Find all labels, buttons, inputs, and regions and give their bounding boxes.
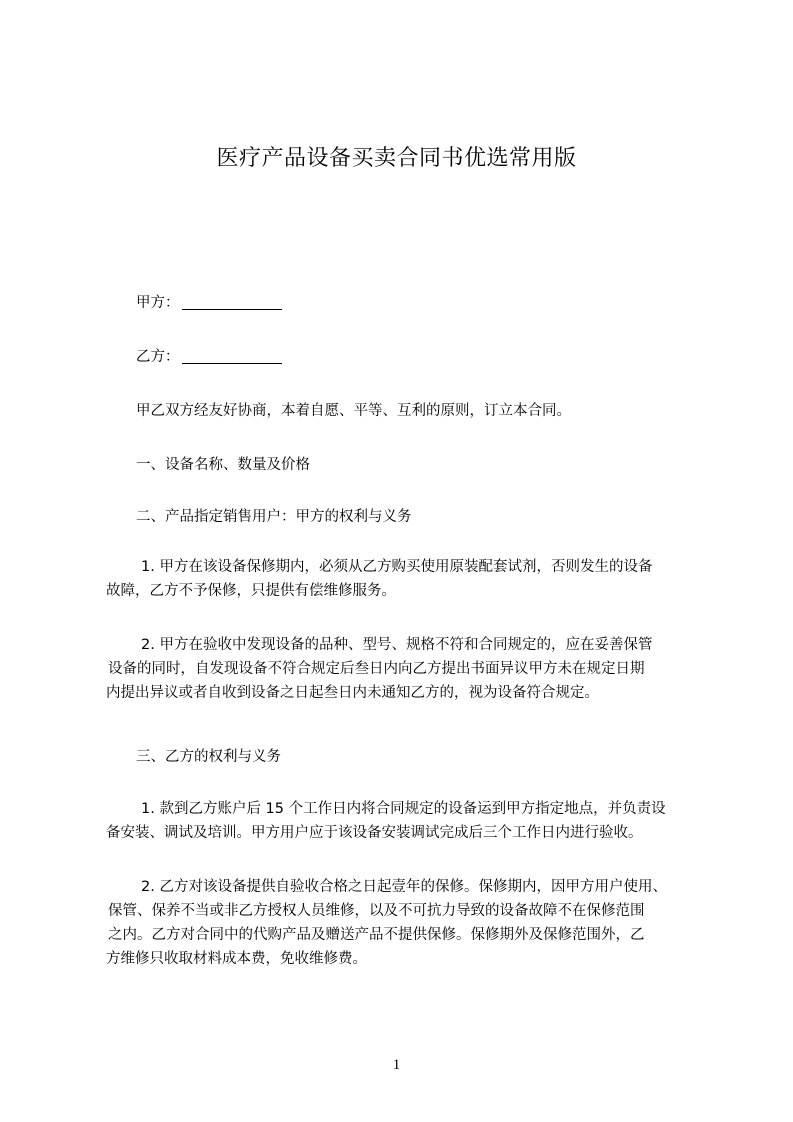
paragraph-line: 2. 甲方在验收中发现设备的品种、型号、规格不符和合同规定的，应在妥善保管 xyxy=(141,637,653,653)
section-3-item-2 xyxy=(106,875,706,971)
paragraph-line: 内提出异议或者自收到设备之日起叁日内未通知乙方的，视为设备符合规定。 xyxy=(106,685,599,701)
party-b-line xyxy=(136,345,282,366)
paragraph-line: 方维修只收取材料成本费，免收维修费。 xyxy=(106,951,367,967)
party-a-label: 甲方： xyxy=(136,295,180,311)
paragraph-line: 保管、保养不当或非乙方授权人员维修，以及不可抗力导致的设备故障不在保修范围 xyxy=(108,903,645,919)
section-2-heading: 二、产品指定销售用户：甲方的权利与义务 xyxy=(136,509,412,525)
paragraph-line: 1. 款到乙方账户后 15 个工作日内将合同规定的设备运到甲方指定地点，并负责设 xyxy=(141,801,666,817)
section-3-item-1 xyxy=(106,797,706,845)
paragraph-line: 1. 甲方在该设备保修期内，必须从乙方购买使用原装配套试剂，否则发生的设备 xyxy=(141,559,653,575)
paragraph-line: 备安装、调试及培训。甲方用户应于该设备安装调试完成后三个工作日内进行验收。 xyxy=(106,825,643,841)
intro-text: 甲乙双方经友好协商，本着自愿、平等、互利的原则，订立本合同。 xyxy=(136,403,571,419)
paragraph-line: 之内。乙方对合同中的代购产品及赠送产品不提供保修。保修期外及保修范围外，乙 xyxy=(108,927,645,943)
paragraph-line: 设备的同时，自发现设备不符合规定后叁日内向乙方提出书面异议甲方未在规定日期 xyxy=(108,661,645,677)
section-1-heading: 一、设备名称、数量及价格 xyxy=(136,457,310,473)
party-b-label: 乙方： xyxy=(136,349,180,365)
paragraph-line: 故障，乙方不予保修，只提供有偿维修服务。 xyxy=(106,583,396,599)
section-2-item-1 xyxy=(106,555,706,603)
section-3-heading: 三、乙方的权利与义务 xyxy=(136,749,281,765)
party-a-line xyxy=(136,291,282,312)
party-a-blank xyxy=(182,295,282,310)
party-b-blank xyxy=(182,349,282,364)
document-title: 医疗产品设备买卖合同书优选常用版 xyxy=(216,146,577,171)
paragraph-line: 2. 乙方对该设备提供自验收合格之日起壹年的保修。保修期内，因甲方用户使用、 xyxy=(141,879,667,895)
page-number: 1 xyxy=(392,1057,401,1073)
section-2-item-2 xyxy=(106,633,706,705)
